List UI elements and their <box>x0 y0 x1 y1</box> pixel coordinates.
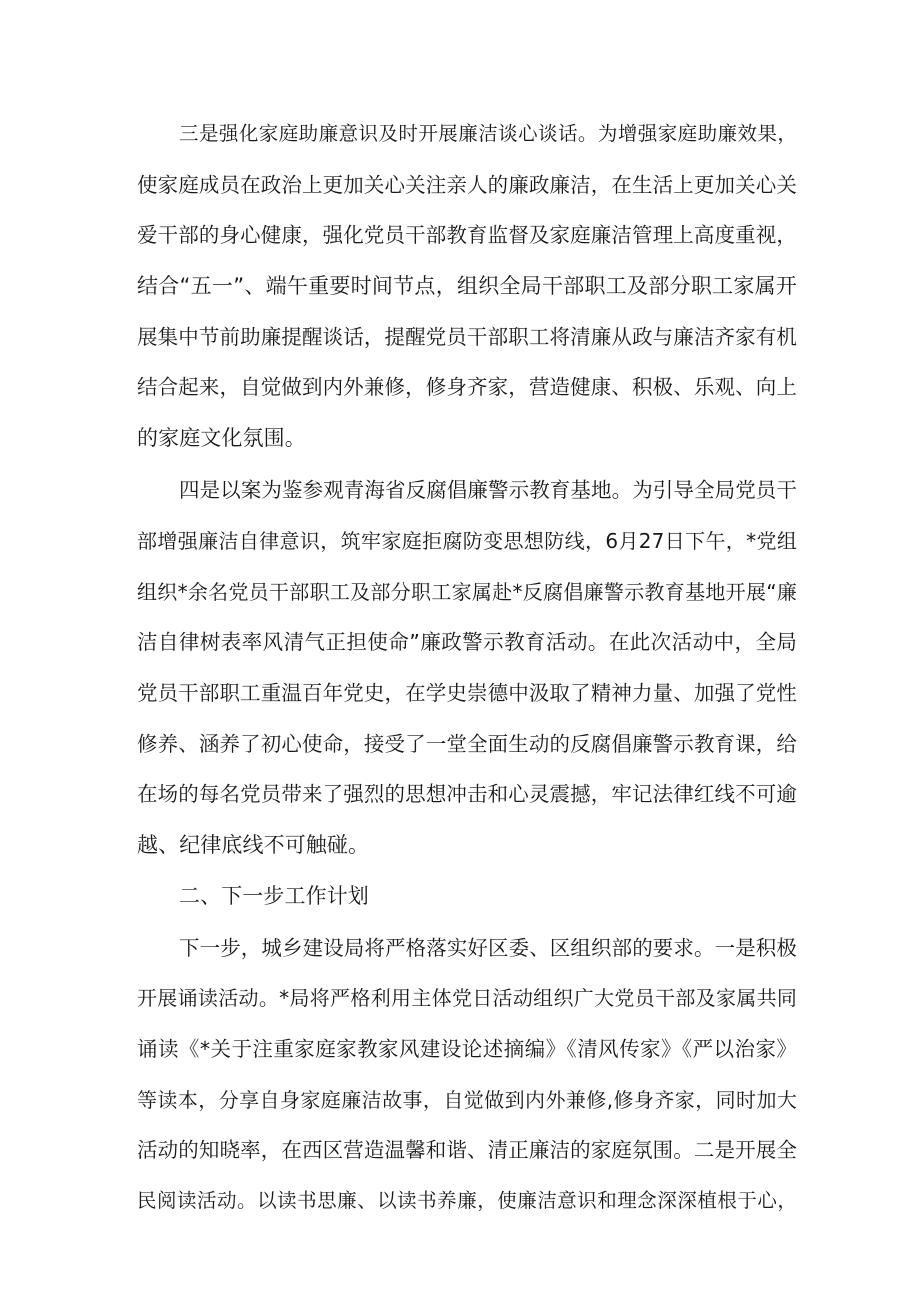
paragraph-4-line-5: 党员干部职工重温百年党史，在学史崇德中汲取了精神力量、加强了党性 <box>137 681 797 705</box>
paragraph-4-line-1: 四是以案为鉴参观青海省反腐倡廉警示教育基地。为引导全局党员干 <box>179 478 797 502</box>
paragraph-5-line-6: 民阅读活动。以读书思廉、以读书养廉，使廉洁意识和理念深深植根于心， <box>137 1189 797 1212</box>
paragraph-4-line-8: 越、纪律底线不可触碰。 <box>137 833 370 857</box>
paragraph-5-line-3: 诵读《*关于注重家庭家教家风建设论述摘编》《清风传家》《严以治家》 <box>137 1037 797 1061</box>
paragraph-3-line-2: 使家庭成员在政治上更加关心关注亲人的廉政廉洁，在生活上更加关心关 <box>137 173 797 197</box>
paragraph-5-line-4: 等读本，分享自身家庭廉洁故事，自觉做到内外兼修,修身齐家，同时加大 <box>137 1088 797 1112</box>
paragraph-4-line-6: 修养、涵养了初心使命，接受了一堂全面生动的反腐倡廉警示教育课，给 <box>137 732 797 756</box>
section-heading: 二、下一步工作计划 <box>179 884 369 908</box>
paragraph-5-line-2: 开展诵读活动。*局将严格利用主体党日活动组织广大党员干部及家属共同 <box>137 986 797 1010</box>
paragraph-3-line-7: 的家庭文化氛围。 <box>137 426 306 450</box>
paragraph-4-line-7: 在场的每名党员带来了强烈的思想冲击和心灵震撼，牢记法律红线不可逾 <box>137 782 797 806</box>
paragraph-4-line-3: 组织*余名党员干部职工及部分职工家属赴*反腐倡廉警示教育基地开展“廉 <box>137 580 797 604</box>
paragraph-3-line-5: 展集中节前助廉提醒谈话，提醒党员干部职工将清廉从政与廉洁齐家有机 <box>137 325 797 349</box>
paragraph-3-line-6: 结合起来，自觉做到内外兼修，修身齐家，营造健康、积极、乐观、向上 <box>137 375 797 399</box>
paragraph-3-line-3: 爱干部的身心健康，强化党员干部教育监督及家庭廉洁管理上高度重视， <box>137 223 797 247</box>
paragraph-3-line-1: 三是强化家庭助廉意识及时开展廉洁谈心谈话。为增强家庭助廉效果， <box>179 122 797 145</box>
paragraph-3-line-4: 结合“五一”、端午重要时间节点，组织全局干部职工及部分职工家属开 <box>137 274 797 298</box>
paragraph-4-line-2: 部增强廉洁自律意识，筑牢家庭拒腐防变思想防线，6月27日下午，*党组 <box>137 529 797 553</box>
paragraph-4-line-4: 洁自律树表率风清气正担使命”廉政警示教育活动。在此次活动中，全局 <box>137 630 797 654</box>
paragraph-5-line-5: 活动的知晓率，在西区营造温馨和谐、清正廉洁的家庭氛围。二是开展全 <box>137 1138 797 1162</box>
paragraph-5-line-1: 下一步，城乡建设局将严格落实好区委、区组织部的要求。一是积极 <box>179 936 797 960</box>
